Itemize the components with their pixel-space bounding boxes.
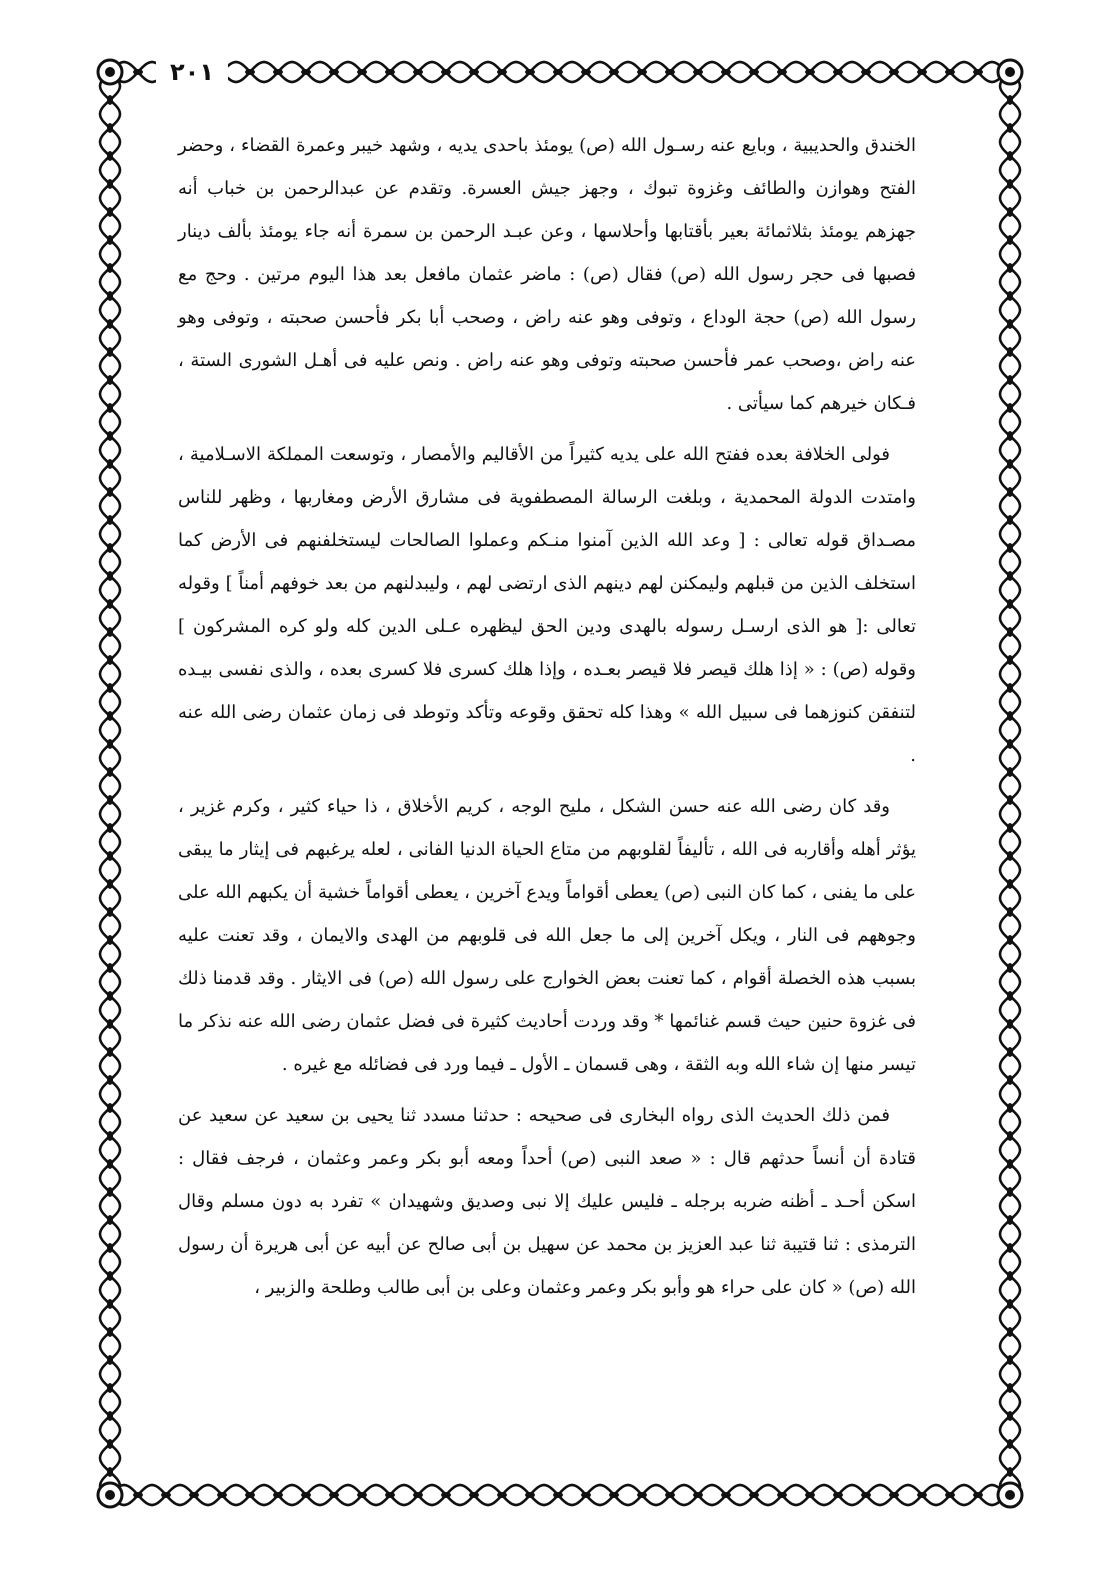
paragraph-3: وقد كان رضى الله عنه حسن الشكل ، مليح الوجه ، كريم الأخلاق ، ذا حياء كثير ، وكرم غزير ، يؤثر أهله وأقاربه فى الله ، تأليفاً لقلوبهم من متاع الحياة الدنيا الفانى ، لعله يرغبهم فى إيثار ما يبقى على ما يفنى ، كما كان النبى (ص) يعطى أقواماً ويدع آخرين ، يعطى أقواماً خشية أن يكبهم الله على وجوههم فى النار ، ويكل آخرين إلى ما جعل الله فى قلوبهم من الهدى والايمان ، وقد تعنت عليه بسبب هذه الخصلة أقوام ، كما تعنت بعض الخوارج على رسول الله (ص) فى الايثار . وقد قدمنا ذلك فى غزوة حنين حيث قسم غنائمها * وقد وردت أحاديث كثيرة فى فضل عثمان رضى الله عنه نذكر ما تيسر منها إن شاء الله وبه الثقة ، وهى قسمان ـ الأول ـ فيما ورد فى فضائله مع غيره .: [178, 796, 916, 1075]
paragraph-2: فولى الخلافة بعده ففتح الله على يديه كثيراً من الأقاليم والأمصار ، وتوسعت المملكة الاسـلامية ، وامتدت الدولة المحمدية ، وبلغت الرسالة المصطفوية فى مشارق الأرض ومغاربها ، وظهر للناس مصـداق قوله تعالى : [ وعد الله الذين آمنوا منـكم وعملوا الصالحات ليستخلفنهم فى الأرض كما استخلف الذين من قبلهم وليمكنن لهم دينهم الذى ارتضى لهم ، وليبدلنهم من بعد خوفهم أمناً ] وقوله تعالى :[ هو الذى ارسـل رسوله بالهدى ودين الحق ليظهره عـلى الدين كله ولو كره المشركون ] وقوله (ص) : « إذا هلك قيصر فلا قيصر بعـده ، وإذا هلك كسرى فلا كسرى بعده ، والذى نفسى بيـده لتنفقن كنوزهما فى سبيل الله » وهذا كله تحقق وقوعه وتأكد وتوطد فى زمان عثمان رضى الله عنه .: [178, 444, 916, 766]
paragraph-1: الخندق والحديبية ، وبايع عنه رسـول الله (ص) يومئذ باحدى يديه ، وشهد خيبر وعمرة القضاء ، وحضر الفتح وهوازن والطائف وغزوة تبوك ، وجهز جيش العسرة. وتقدم عن عبدالرحمن بن خباب أنه جهزهم يومئذ بثلاثمائة بعير بأقتابها وأحلاسها ، وعن عبـد الرحمن بن سمرة أنه جاء يومئذ بألف دينار فصبها فى حجر رسول الله (ص) فقال (ص) : ماضر عثمان مافعل بعد هذا اليوم مرتين . وحج مع رسول الله (ص) حجة الوداع ، وتوفى وهو عنه راض ، وصحب أبا بكر فأحسن صحبته ، وتوفى وهو عنه راض ،وصحب عمر فأحسن صحبته وتوفى وهو عنه راض . ونص عليه فى أهـل الشورى الستة ، فـكان خيرهم كما سيأتى .: [178, 135, 916, 414]
paragraph-4: فمن ذلك الحديث الذى رواه البخارى فى صحيحه : حدثنا مسدد ثنا يحيى بن سعيد عن سعيد عن قتادة أن أنساً حدثهم قال : « صعد النبى (ص) أحداً ومعه أبو بكر وعمر وعثمان ، فرجف فقال : اسكن أحـد ـ أظنه ضربه برجله ـ فليس عليك إلا نبى وصديق وشهيدان » تفرد به دون مسلم وقال الترمذى : ثنا قتيبة ثنا عبد العزيز بن محمد عن سهيل بن أبى صالح عن أبيه عن أبى هريرة أن رسول الله (ص) « كان على حراء هو وأبو بكر وعمر وعثمان وعلى بن أبى طالب وطلحة والزبير ،: [178, 1105, 916, 1298]
page-body: [178, 124, 916, 1444]
page-number: ٢٠١: [156, 54, 228, 90]
